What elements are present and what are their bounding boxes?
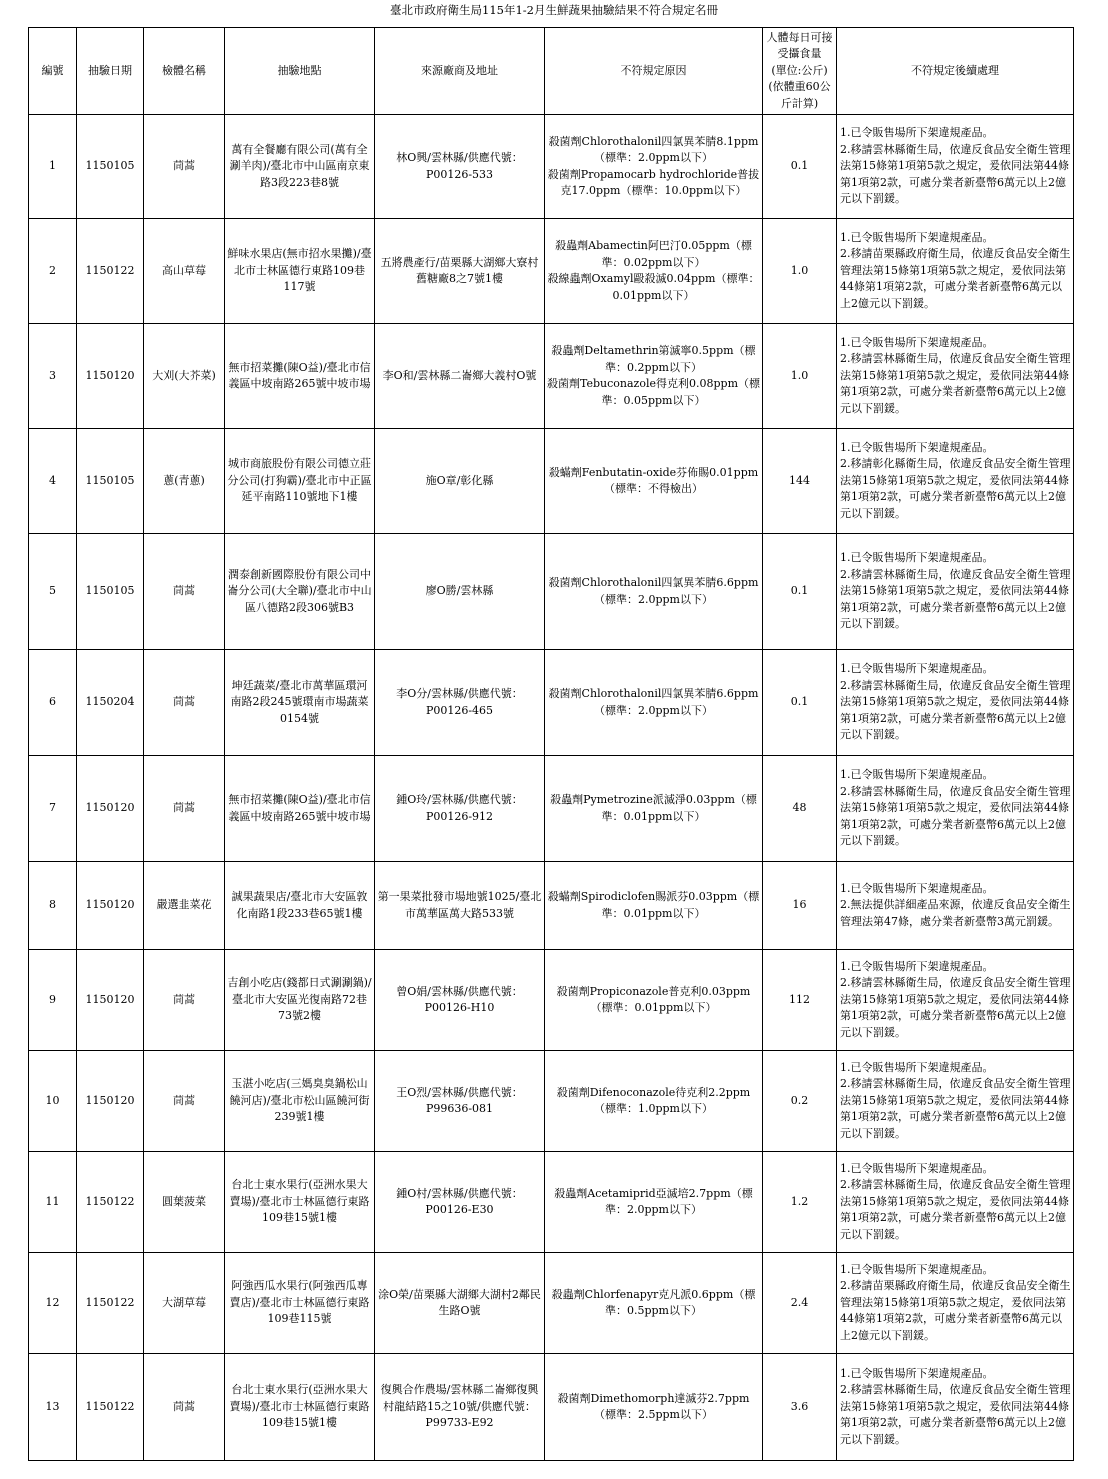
cell-no: 11 — [29, 1152, 77, 1253]
cell-no: 1 — [29, 115, 77, 219]
cell-action: 1.已令販售場所下架違規產品。 2.移請彰化縣衛生局，依違反食品安全衛生管理法第15條第1項第5款之規定，爰依同法第44條第1項第2款，可處分業者新臺幣6萬元以上2億元以下罰鍰。 — [837, 429, 1074, 534]
cell-reason: 殺蟲劑Pymetrozine派滅淨0.03ppm（標準：0.01ppm以下） — [545, 756, 763, 862]
cell-no: 5 — [29, 534, 77, 650]
col-header-location: 抽驗地點 — [225, 28, 375, 115]
table-row — [29, 650, 1074, 756]
cell-action: 1.已令販售場所下架違規產品。 2.移請苗栗縣政府衛生局，依違反食品安全衛生管理法第15條第1項第5款之規定，爰依同法第44條第1項第2款，可處分業者新臺幣6萬元以上2億元以下罰鍰。 — [837, 1253, 1074, 1354]
cell-source: 五將農產行/苗栗縣大湖鄉大寮村舊糖廠8之7號1樓 — [375, 219, 545, 324]
cell-source: 曾O娟/雲林縣/供應代號：P00126-H10 — [375, 950, 545, 1051]
cell-date: 1150120 — [77, 324, 144, 429]
cell-action: 1.已令販售場所下架違規產品。 2.無法提供詳細產品來源，依違反食品安全衛生管理法第47條，處分業者新臺幣3萬元罰鍰。 — [837, 862, 1074, 950]
cell-reason: 殺蟲劑Acetamiprid亞滅培2.7ppm（標準：2.0ppm以下） — [545, 1152, 763, 1253]
cell-date: 1150204 — [77, 650, 144, 756]
cell-source: 涂O榮/苗栗縣大湖鄉大湖村2鄰民生路O號 — [375, 1253, 545, 1354]
cell-reason: 殺菌劑Chlorothalonil四氯異苯腈6.6ppm（標準：2.0ppm以下） — [545, 650, 763, 756]
col-header-intake: 人體每日可接受攝食量 (單位:公斤) (依體重60公斤計算) — [763, 28, 837, 115]
col-header-no: 編號 — [29, 28, 77, 115]
cell-date: 1150120 — [77, 756, 144, 862]
cell-no: 3 — [29, 324, 77, 429]
table-row — [29, 756, 1074, 862]
cell-date: 1150105 — [77, 115, 144, 219]
cell-sample: 茼蒿 — [144, 115, 225, 219]
cell-date: 1150122 — [77, 219, 144, 324]
cell-source: 鍾O村/雲林縣/供應代號：P00126-E30 — [375, 1152, 545, 1253]
cell-intake: 3.6 — [763, 1354, 837, 1461]
cell-date: 1150122 — [77, 1354, 144, 1461]
cell-source: 林O興/雲林縣/供應代號：P00126-533 — [375, 115, 545, 219]
cell-date: 1150105 — [77, 534, 144, 650]
cell-location: 萬有全餐廳有限公司(萬有全涮羊肉)/臺北市中山區南京東路3段223巷8號 — [225, 115, 375, 219]
col-header-sample: 檢體名稱 — [144, 28, 225, 115]
cell-action: 1.已令販售場所下架違規產品。 2.移請苗栗縣政府衛生局，依違反食品安全衛生管理法第15條第1項第5款之規定，爰依同法第44條第1項第2款，可處分業者新臺幣6萬元以上2億元以下罰鍰。 — [837, 219, 1074, 324]
cell-intake: 16 — [763, 862, 837, 950]
cell-sample: 大刈(大芥菜) — [144, 324, 225, 429]
cell-action: 1.已令販售場所下架違規產品。 2.移請雲林縣衛生局，依違反食品安全衛生管理法第15條第1項第5款之規定，爰依同法第44條第1項第2款，可處分業者新臺幣6萬元以上2億元以下罰鍰。 — [837, 115, 1074, 219]
cell-location: 鮮味水果店(無市招水果攤)/臺北市士林區德行東路109巷117號 — [225, 219, 375, 324]
cell-sample: 圓葉菠菜 — [144, 1152, 225, 1253]
cell-date: 1150105 — [77, 429, 144, 534]
cell-location: 潤泰創新國際股份有限公司中崙分公司(大全聯)/臺北市中山區八德路2段306號B3 — [225, 534, 375, 650]
cell-location: 台北士東水果行(亞洲水果大賣場)/臺北市士林區德行東路109巷15號1樓 — [225, 1152, 375, 1253]
table-body — [29, 115, 1074, 1461]
cell-source: 第一果菜批發市場地號1025/臺北市萬華區萬大路533號 — [375, 862, 545, 950]
col-header-source: 來源廠商及地址 — [375, 28, 545, 115]
cell-reason: 殺菌劑Chlorothalonil四氯異苯腈8.1ppm（標準：2.0ppm以下） 殺菌劑Propamocarb hydrochloride普拔克17.0ppm（標準：10.0ppm以下） — [545, 115, 763, 219]
cell-reason: 殺菌劑Propiconazole普克利0.03ppm（標準：0.01ppm以下） — [545, 950, 763, 1051]
cell-no: 2 — [29, 219, 77, 324]
cell-intake: 1.0 — [763, 324, 837, 429]
cell-intake: 48 — [763, 756, 837, 862]
cell-action: 1.已令販售場所下架違規產品。 2.移請雲林縣衛生局，依違反食品安全衛生管理法第15條第1項第5款之規定，爰依同法第44條第1項第2款，可處分業者新臺幣6萬元以上2億元以下罰鍰。 — [837, 1152, 1074, 1253]
cell-intake: 1.0 — [763, 219, 837, 324]
cell-no: 12 — [29, 1253, 77, 1354]
cell-sample: 茼蒿 — [144, 650, 225, 756]
cell-action: 1.已令販售場所下架違規產品。 2.移請雲林縣衛生局，依違反食品安全衛生管理法第15條第1項第5款之規定，爰依同法第44條第1項第2款，可處分業者新臺幣6萬元以上2億元以下罰鍰。 — [837, 1051, 1074, 1152]
table-row — [29, 115, 1074, 219]
cell-location: 玉湛小吃店(三媽臭臭鍋松山饒河店)/臺北市松山區饒河街239號1樓 — [225, 1051, 375, 1152]
cell-source: 施O章/彰化縣 — [375, 429, 545, 534]
cell-date: 1150122 — [77, 1152, 144, 1253]
table-row — [29, 1253, 1074, 1354]
cell-action: 1.已令販售場所下架違規產品。 2.移請雲林縣衛生局，依違反食品安全衛生管理法第15條第1項第5款之規定，爰依同法第44條第1項第2款，可處分業者新臺幣6萬元以上2億元以下罰鍰。 — [837, 650, 1074, 756]
table-row — [29, 1354, 1074, 1461]
cell-location: 無市招菜攤(陳O益)/臺北市信義區中坡南路265號中坡市場 — [225, 324, 375, 429]
cell-sample: 茼蒿 — [144, 534, 225, 650]
cell-reason: 殺蟲劑Abamectin阿巴汀0.05ppm（標準：0.02ppm以下） 殺線蟲劑Oxamyl毆殺滅0.04ppm（標準：0.01ppm以下） — [545, 219, 763, 324]
table-row — [29, 219, 1074, 324]
cell-sample: 茼蒿 — [144, 1354, 225, 1461]
cell-reason: 殺蟲劑Chlorfenapyr克凡派0.6ppm（標準：0.5ppm以下） — [545, 1253, 763, 1354]
cell-no: 8 — [29, 862, 77, 950]
cell-location: 無市招菜攤(陳O益)/臺北市信義區中坡南路265號中坡市場 — [225, 756, 375, 862]
cell-source: 王O烈/雲林縣/供應代號：P99636-081 — [375, 1051, 545, 1152]
cell-source: 廖O勝/雲林縣 — [375, 534, 545, 650]
cell-intake: 2.4 — [763, 1253, 837, 1354]
cell-action: 1.已令販售場所下架違規產品。 2.移請雲林縣衛生局，依違反食品安全衛生管理法第15條第1項第5款之規定，爰依同法第44條第1項第2款，可處分業者新臺幣6萬元以上2億元以下罰鍰。 — [837, 534, 1074, 650]
cell-location: 坤廷蔬菜/臺北市萬華區環河南路2段245號環南市場蔬菜0154號 — [225, 650, 375, 756]
cell-location: 吉創小吃店(錢都日式涮涮鍋)/臺北市大安區光復南路72巷73號2樓 — [225, 950, 375, 1051]
cell-action: 1.已令販售場所下架違規產品。 2.移請雲林縣衛生局，依違反食品安全衛生管理法第15條第1項第5款之規定，爰依同法第44條第1項第2款，可處分業者新臺幣6萬元以上2億元以下罰鍰。 — [837, 1354, 1074, 1461]
cell-action: 1.已令販售場所下架違規產品。 2.移請雲林縣衛生局，依違反食品安全衛生管理法第15條第1項第5款之規定，爰依同法第44條第1項第2款，可處分業者新臺幣6萬元以上2億元以下罰鍰。 — [837, 950, 1074, 1051]
cell-sample: 嚴選韭菜花 — [144, 862, 225, 950]
cell-sample: 茼蒿 — [144, 756, 225, 862]
cell-no: 4 — [29, 429, 77, 534]
cell-date: 1150120 — [77, 862, 144, 950]
col-header-reason: 不符規定原因 — [545, 28, 763, 115]
cell-intake: 0.1 — [763, 115, 837, 219]
cell-intake: 0.2 — [763, 1051, 837, 1152]
cell-no: 9 — [29, 950, 77, 1051]
cell-source: 鍾O玲/雲林縣/供應代號：P00126-912 — [375, 756, 545, 862]
results-table — [28, 27, 1074, 1461]
cell-reason: 殺菌劑Chlorothalonil四氯異苯腈6.6ppm（標準：2.0ppm以下） — [545, 534, 763, 650]
cell-action: 1.已令販售場所下架違規產品。 2.移請雲林縣衛生局，依違反食品安全衛生管理法第15條第1項第5款之規定，爰依同法第44條第1項第2款，可處分業者新臺幣6萬元以上2億元以下罰鍰。 — [837, 324, 1074, 429]
cell-action: 1.已令販售場所下架違規產品。 2.移請雲林縣衛生局，依違反食品安全衛生管理法第15條第1項第5款之規定，爰依同法第44條第1項第2款，可處分業者新臺幣6萬元以上2億元以下罰鍰。 — [837, 756, 1074, 862]
cell-date: 1150122 — [77, 1253, 144, 1354]
cell-no: 6 — [29, 650, 77, 756]
table-row — [29, 324, 1074, 429]
cell-sample: 大湖草莓 — [144, 1253, 225, 1354]
col-header-date: 抽驗日期 — [77, 28, 144, 115]
table-row — [29, 534, 1074, 650]
cell-date: 1150120 — [77, 1051, 144, 1152]
table-row — [29, 950, 1074, 1051]
cell-no: 10 — [29, 1051, 77, 1152]
cell-sample: 茼蒿 — [144, 1051, 225, 1152]
cell-source: 李O分/雲林縣/供應代號：P00126-465 — [375, 650, 545, 756]
cell-reason: 殺菌劑Difenoconazole待克利2.2ppm（標準：1.0ppm以下） — [545, 1051, 763, 1152]
cell-intake: 0.1 — [763, 650, 837, 756]
cell-intake: 0.1 — [763, 534, 837, 650]
cell-sample: 高山草莓 — [144, 219, 225, 324]
cell-location: 誠果蔬果店/臺北市大安區敦化南路1段233巷65號1樓 — [225, 862, 375, 950]
table-row — [29, 1152, 1074, 1253]
cell-intake: 1.2 — [763, 1152, 837, 1253]
cell-no: 7 — [29, 756, 77, 862]
cell-location: 阿強西瓜水果行(阿強西瓜專賣店)/臺北市士林區德行東路109巷115號 — [225, 1253, 375, 1354]
cell-no: 13 — [29, 1354, 77, 1461]
cell-source: 李O和/雲林縣二崙鄉大義村O號 — [375, 324, 545, 429]
cell-date: 1150120 — [77, 950, 144, 1051]
table-row — [29, 429, 1074, 534]
cell-intake: 144 — [763, 429, 837, 534]
col-header-action: 不符規定後續處理 — [837, 28, 1074, 115]
table-row — [29, 1051, 1074, 1152]
cell-sample: 茼蒿 — [144, 950, 225, 1051]
cell-reason: 殺蟎劑Fenbutatin-oxide芬佈賜0.01ppm（標準：不得檢出） — [545, 429, 763, 534]
cell-intake: 112 — [763, 950, 837, 1051]
cell-source: 復興合作農場/雲林縣二崙鄉復興村龍結路15之10號/供應代號：P99733-E92 — [375, 1354, 545, 1461]
page-title: 臺北市政府衛生局115年1-2月生鮮蔬果抽驗結果不符合規定名冊 — [390, 3, 718, 17]
cell-location: 台北士東水果行(亞洲水果大賣場)/臺北市士林區德行東路109巷15號1樓 — [225, 1354, 375, 1461]
cell-reason: 殺蟲劑Deltamethrin第滅寧0.5ppm（標準：0.2ppm以下） 殺菌劑Tebuconazole得克利0.08ppm（標準：0.05ppm以下） — [545, 324, 763, 429]
header-row — [29, 28, 1074, 115]
table-row — [29, 862, 1074, 950]
cell-reason: 殺蟎劑Spirodiclofen賜派芬0.03ppm（標準：0.01ppm以下） — [545, 862, 763, 950]
cell-location: 城市商旅股份有限公司德立莊分公司(打狗霸)/臺北市中正區延平南路110號地下1樓 — [225, 429, 375, 534]
cell-sample: 蔥(青蔥) — [144, 429, 225, 534]
cell-reason: 殺菌劑Dimethomorph達滅芬2.7ppm（標準：2.5ppm以下） — [545, 1354, 763, 1461]
